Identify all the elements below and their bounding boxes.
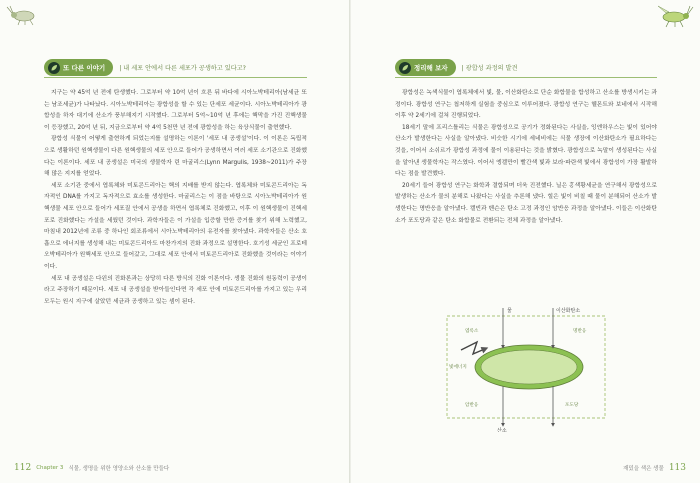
paragraph: 세포 소기관 중에서 엽록체와 미토콘드리아는 핵의 지배를 받지 않는다. 엽록체와 미토콘드리아는 독자적인 DNA를 가지고 독자적으로 효소를 생성한다. 마굴리스는 이 점을 바탕으로 시아노박테리아가 원핵생물 세포 안으로 들어가 세포질 안에서 공생을 하면서 엽록체로 진화했고, 이후 이 원핵생물이 진핵세포로 진화했다는 가설을 세웠던 것이다. 과학자들은 이 가설을 입증할 만한 증거를 찾기 위해 노력했고, 마침내 2012년에 조류 중 하나인 회조류에서 시아노박테리아의 유전자를 찾아냈다. 과학자들은 산소 호흡으로 에너지를 생성해 내는 미토콘드리아도 마찬가지의 진화 과정으로 설명한다. 호기성 세균인 프로테오박테리아가 원핵세포 안으로 들어갔고, 그대로 세포 안에서 미토콘드리아로 진화했을 것이라는 이야기이다. <box>44 182 307 270</box>
page-footer <box>14 463 169 473</box>
section-header <box>395 58 657 78</box>
page-number: 112 <box>14 463 32 473</box>
leaf-icon <box>48 62 60 74</box>
leaf-icon <box>399 62 411 74</box>
right-page <box>351 0 700 483</box>
body-text <box>395 88 657 227</box>
page-footer <box>623 463 686 473</box>
paragraph: 광합성 식물이 어떻게 출현하게 되었는지를 설명하는 이론이 '세포 내 공생설'이다. 이 이론은 독립적으로 생활하던 원핵생물이 다른 원핵생물의 세포 안으로 들어가 공생하면서 여러 세포 소기관으로 진화했다는 이론이다. 세포 내 공생설은 미국의 생물학자 린 마굴리스(Lynn Margulis, 1938~2011)가 주장해 많은 지지를 얻었다. <box>44 136 307 178</box>
label-water: 물 <box>507 308 512 314</box>
insect-illustration-icon <box>6 4 40 26</box>
running-title: 재밌을 색은 생물 <box>623 466 664 472</box>
section-label: 정리해 보자 <box>414 64 448 72</box>
section-pill <box>395 59 456 76</box>
label-chlorophyll: 엽록소 <box>465 329 479 334</box>
left-page <box>0 0 349 483</box>
light-energy-bolt-icon <box>461 342 487 354</box>
section-subtitle: | 내 세포 안에서 다른 세포가 공생하고 있다고? <box>119 65 246 72</box>
section-header <box>44 58 307 78</box>
chapter-label: Chapter 3 <box>36 465 64 471</box>
body-text <box>44 88 307 308</box>
label-light-reaction: 명반응 <box>573 329 587 334</box>
label-co2: 이산화탄소 <box>556 308 581 314</box>
paragraph: 광합성은 녹색식물이 엽록체에서 빛, 물, 이산화탄소로 단순 화합물을 합성하고 산소를 방생시키는 과정이다. 광합성 연구는 첩저하게 실험을 중심으로 이루어졌다. 광합성 연구는 헬몬트와 보네에서 시작해 이후 약 2세기에 걸쳐 진행되었다. <box>395 90 657 120</box>
label-light-energy: 빛에너지 <box>449 365 467 370</box>
paragraph: 20세기 들어 광합성 연구는 화학과 결합되며 더욱 진전했다. 닐은 홍색황세균을 연구해서 광합성으로 발생하는 산소가 물의 분해로 나왔다는 사실을 추론해 냈다. 힐은 빛이 비칠 때 물이 분해되어 산소가 발생한다는 명반응을 알아냈다. 캘빈과 벤슨은 탄소 고정 과정인 암반응 과정을 알아냈다. 이들은 이산화탄소가 포도당과 같은 탄소 화합물로 전환되는 전체 과정을 알아냈다. <box>395 182 657 224</box>
paragraph: 18세기 말에 프리스틀리는 식물은 광합성으로 공기가 정화된다는 사실을, 잉엔하우스는 빛이 있어야 산소가 발생한다는 사실을 알아냈다. 비슷한 시기에 세네비에는 식물 생장에 이산화탄소가 필요하다는 것을, 이어서 소쉬르가 광합성 과정에 물이 이용된다는 것을 밝혔다. 광합성으로 녹말이 생성된다는 사실을 알아낸 생물학자는 작스였다. 이어서 엥겔만이 빨간색 빛과 보라·파란색 빛에서 광합성이 가장 활발하다는 점을 발견했다. <box>395 124 657 178</box>
insect-illustration-icon <box>654 4 694 28</box>
paragraph: 세포 내 공생설은 다윈의 진화론과는 상당히 다른 방식의 진화 이론이다. 생물 진화의 원동력이 공생이라고 주장하기 때문이다. 세포 내 공생설을 받아들인다면 각 세포 안에 미토콘드리아를 가지고 있는 우리 모두는 원시 지구에 살았던 세균과 공생하고 있는 셈이 된다. <box>44 275 307 305</box>
section-label: 또 다른 이야기 <box>63 64 106 72</box>
stroma-shape <box>481 350 577 384</box>
photosynthesis-diagram <box>441 302 611 432</box>
paragraph: 지구는 약 45억 년 전에 탄생했다. 그로부터 약 10억 년이 흐른 뒤 바다에 시아노박테리아(남세균 또는 남조세균)가 나타났다. 시아노박테리아는 광합성을 할 수 있는 단세포 세균이다. 시아노박테리아가 광합성을 하자 대기에 산소가 풍부해지기 시작했다. 그로부터 5억~10억 년 후에는 핵막을 가진 진핵생물이 등장했고, 20억 년 뒤, 지금으로부터 약 4억 5천만 년 전에 광합성을 하는 육상식물이 출현했다. <box>44 90 307 131</box>
label-oxygen: 산소 <box>497 428 507 432</box>
section-subtitle: | 광합성 과정의 발견 <box>461 65 518 72</box>
page-number: 113 <box>668 463 686 473</box>
label-glucose: 포도당 <box>565 403 579 408</box>
label-dark-reaction: 암반응 <box>465 403 479 408</box>
chapter-title: 식물, 생명을 위한 영양소와 산소를 만들다 <box>68 466 170 472</box>
section-pill <box>44 59 113 76</box>
